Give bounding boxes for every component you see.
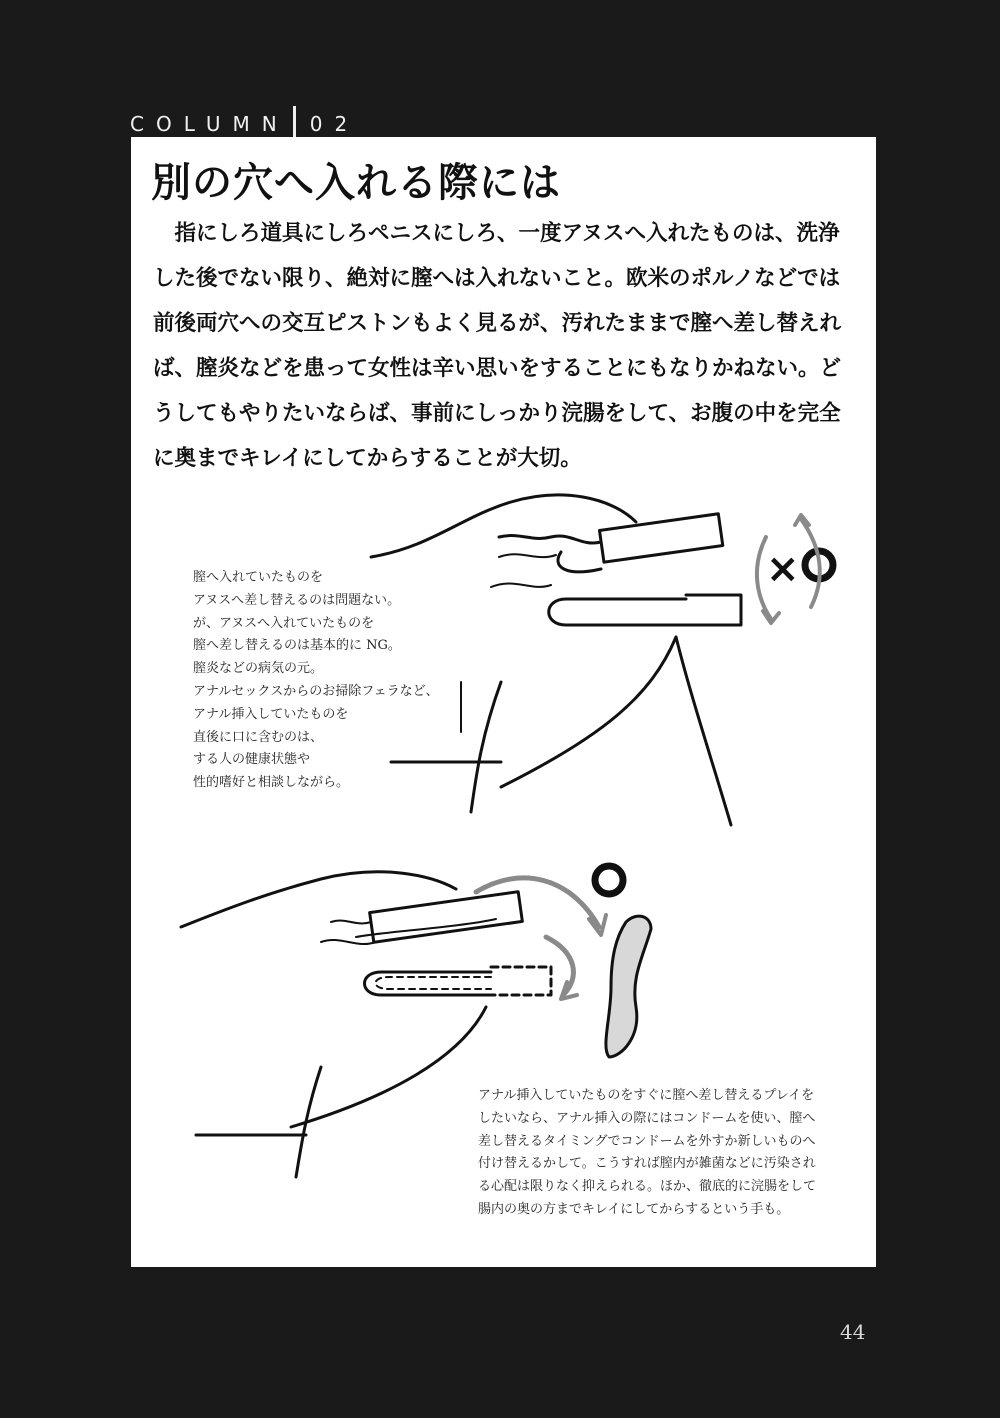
column-number: 02 xyxy=(309,112,360,136)
page-title: 別の穴へ入れる際には xyxy=(151,160,561,206)
page-number: 44 xyxy=(840,1320,866,1344)
figure1-caption: 膣へ入れていたものを アヌスへ差し替えるのは問題ない。 が、アヌスへ入れていたものを 膣へ差し替えるのは基本的に NG。 膣炎などの病気の元。 アナルセックスからのお掃除フェラなど、 アナル挿入していたものを 直後に口に含むのは、 する人の健康状態や 性的嗜好と相談しながら。 xyxy=(193,570,439,791)
page-sheet xyxy=(131,137,876,1267)
column-word: COLUMN xyxy=(130,112,289,136)
figure2-ok-mark-icon xyxy=(595,866,623,894)
figure2-caption: アナル挿入していたものをすぐに膣へ差し替えるプレイをしたいなら、アナル挿入の際にはコンドームを使い、膣へ差し替えるタイミングでコンドームを外すか新しいものへ付け替えるかして。こうすれば膣内が雑菌などに汚染される心配は限りなく抑えられる。ほか、徹底的に浣腸をして腸内の奥の方までキレイにしてからするという手も。 xyxy=(478,1088,817,1217)
ng-mark: × xyxy=(766,546,800,592)
article-body: 指にしろ道具にしろペニスにしろ、一度アヌスへ入れたものは、洗浄した後でない限り、絶対に膣へは入れないこと。欧米のポルノなどでは前後両穴への交互ピストンもよく見るが、汚れたままで膣へ差し替えれば、膣炎などを患って女性は辛い思いをすることにもなりかねない。どうしてもやりたいならば、事前にしっかり浣腸をして、お腹の中を完全に奥までキレイにしてからすることが大切。 xyxy=(153,221,842,471)
